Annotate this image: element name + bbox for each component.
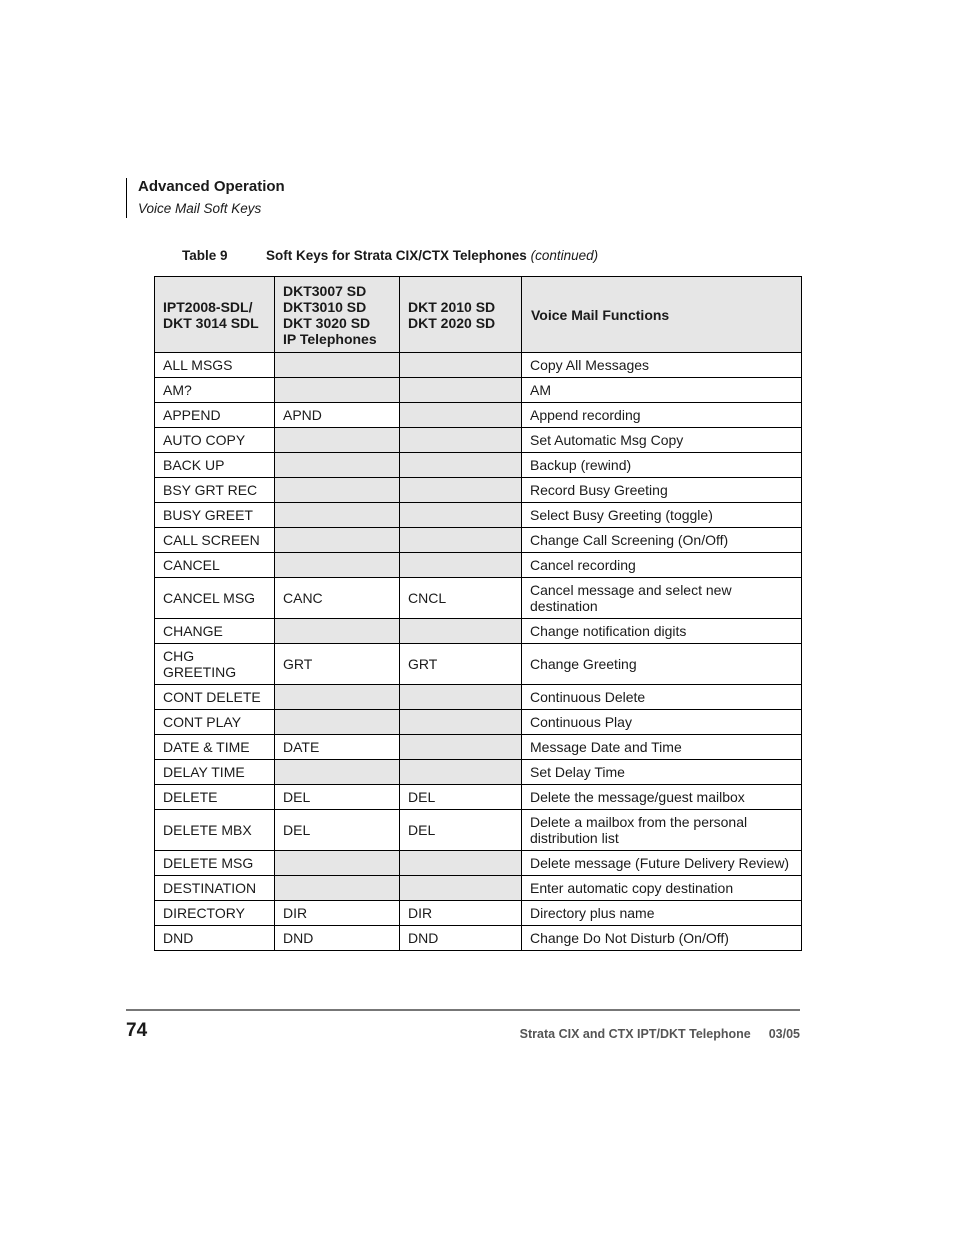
table-cell-c3: [400, 403, 522, 428]
table-cell-c4: Change Greeting: [522, 644, 802, 685]
table-cell-c1: CANCEL MSG: [155, 578, 275, 619]
table-cell-c4: Cancel message and select new destination: [522, 578, 802, 619]
table-cell-c2: [275, 553, 400, 578]
table-row: [155, 578, 802, 619]
table-cell-c4: Continuous Delete: [522, 685, 802, 710]
table-row: [155, 478, 802, 503]
table-cell-c3: DEL: [400, 810, 522, 851]
table-cell-c3: DEL: [400, 785, 522, 810]
table-body: [155, 353, 802, 951]
table-cell-c4: Message Date and Time: [522, 735, 802, 760]
table-row: [155, 810, 802, 851]
soft-keys-table: [154, 276, 802, 951]
table-continued: (continued): [530, 248, 599, 263]
header-rule: [126, 178, 127, 218]
table-cell-c2: [275, 453, 400, 478]
table-cell-c2: DEL: [275, 785, 400, 810]
table-cell-c3: [400, 353, 522, 378]
table-cell-c3: [400, 851, 522, 876]
table-cell-c2: [275, 710, 400, 735]
table-cell-c3: [400, 876, 522, 901]
table-cell-c2: [275, 876, 400, 901]
table-cell-c4: Backup (rewind): [522, 453, 802, 478]
header-ipt2008: IPT2008-SDL/ DKT 3014 SDL: [155, 277, 275, 353]
table-cell-c3: [400, 428, 522, 453]
table-cell-c1: DND: [155, 926, 275, 951]
table-cell-c1: DESTINATION: [155, 876, 275, 901]
table-row: [155, 785, 802, 810]
table-cell-c1: DELETE: [155, 785, 275, 810]
table-cell-c1: CONT PLAY: [155, 710, 275, 735]
table-cell-c4: Delete the message/guest mailbox: [522, 785, 802, 810]
table-row: [155, 503, 802, 528]
table-cell-c4: Select Busy Greeting (toggle): [522, 503, 802, 528]
table-cell-c2: [275, 685, 400, 710]
footer-rule: [126, 1009, 800, 1011]
table-cell-c1: AUTO COPY: [155, 428, 275, 453]
table-cell-c1: CHG GREETING: [155, 644, 275, 685]
table-cell-c4: Delete a mailbox from the personal distribution list: [522, 810, 802, 851]
table-cell-c1: CANCEL: [155, 553, 275, 578]
table-cell-c4: Continuous Play: [522, 710, 802, 735]
table-cell-c3: [400, 478, 522, 503]
table-cell-c2: CANC: [275, 578, 400, 619]
table-cell-c1: DELETE MSG: [155, 851, 275, 876]
table-cell-c3: [400, 453, 522, 478]
table-cell-c2: APND: [275, 403, 400, 428]
footer-doc-info: [520, 1027, 800, 1041]
table-row: [155, 553, 802, 578]
table-cell-c2: [275, 760, 400, 785]
table-cell-c2: DATE: [275, 735, 400, 760]
table-cell-c4: Append recording: [522, 403, 802, 428]
table-cell-c3: DND: [400, 926, 522, 951]
table-cell-c3: [400, 735, 522, 760]
table-cell-c2: [275, 378, 400, 403]
header-dkt2000: DKT 2010 SD DKT 2020 SD: [400, 277, 522, 353]
table-cell-c2: [275, 353, 400, 378]
table-cell-c2: GRT: [275, 644, 400, 685]
table-cell-c4: Directory plus name: [522, 901, 802, 926]
table-cell-c4: Delete message (Future Delivery Review): [522, 851, 802, 876]
table-cell-c4: AM: [522, 378, 802, 403]
table-row: [155, 901, 802, 926]
table-row: [155, 926, 802, 951]
table-row: [155, 453, 802, 478]
table-cell-c2: [275, 619, 400, 644]
table-cell-c3: DIR: [400, 901, 522, 926]
table-cell-c4: Copy All Messages: [522, 353, 802, 378]
table-row: [155, 685, 802, 710]
footer-doc-title: Strata CIX and CTX IPT/DKT Telephone: [519, 1027, 751, 1041]
table-row: [155, 644, 802, 685]
table-cell-c4: Change notification digits: [522, 619, 802, 644]
table-cell-c3: [400, 760, 522, 785]
table-cell-c1: CONT DELETE: [155, 685, 275, 710]
table-cell-c4: Set Automatic Msg Copy: [522, 428, 802, 453]
table-cell-c1: BSY GRT REC: [155, 478, 275, 503]
table-row: [155, 619, 802, 644]
table-cell-c4: Record Busy Greeting: [522, 478, 802, 503]
table-title: Soft Keys for Strata CIX/CTX Telephones: [266, 248, 527, 263]
table-cell-c4: Change Call Screening (On/Off): [522, 528, 802, 553]
table-cell-c4: Enter automatic copy destination: [522, 876, 802, 901]
table-cell-c3: [400, 685, 522, 710]
table-cell-c3: [400, 528, 522, 553]
table-cell-c1: BUSY GREET: [155, 503, 275, 528]
table-row: [155, 403, 802, 428]
table-cell-c1: DELETE MBX: [155, 810, 275, 851]
table-cell-c2: [275, 503, 400, 528]
table-row: [155, 760, 802, 785]
header-voice-mail-functions: Voice Mail Functions: [522, 277, 802, 353]
page-number: 74: [126, 1020, 148, 1041]
footer-date: 03/05: [768, 1027, 800, 1041]
table-cell-c1: APPEND: [155, 403, 275, 428]
table-cell-c2: [275, 851, 400, 876]
table-row: [155, 735, 802, 760]
table-row: [155, 353, 802, 378]
table-header-row: [155, 277, 802, 353]
table-caption: [182, 248, 598, 263]
table-cell-c3: [400, 553, 522, 578]
table-cell-c3: CNCL: [400, 578, 522, 619]
section-title: Advanced Operation: [138, 178, 285, 195]
table-cell-c1: AM?: [155, 378, 275, 403]
table-row: [155, 378, 802, 403]
table-cell-c2: [275, 428, 400, 453]
section-subtitle: Voice Mail Soft Keys: [138, 201, 262, 216]
table-cell-c4: Cancel recording: [522, 553, 802, 578]
table-row: [155, 428, 802, 453]
table-cell-c3: [400, 378, 522, 403]
table-cell-c2: DIR: [275, 901, 400, 926]
table-cell-c1: CHANGE: [155, 619, 275, 644]
table-cell-c3: [400, 619, 522, 644]
table-cell-c2: [275, 478, 400, 503]
table-cell-c2: DND: [275, 926, 400, 951]
table-cell-c1: DIRECTORY: [155, 901, 275, 926]
table-row: [155, 851, 802, 876]
table-row: [155, 876, 802, 901]
table-row: [155, 710, 802, 735]
header-dkt3000: DKT3007 SD DKT3010 SD DKT 3020 SD IP Telephones: [275, 277, 400, 353]
table-cell-c3: [400, 710, 522, 735]
table-number: Table 9: [182, 248, 228, 263]
table-cell-c4: Change Do Not Disturb (On/Off): [522, 926, 802, 951]
table-cell-c1: CALL SCREEN: [155, 528, 275, 553]
table-cell-c3: [400, 503, 522, 528]
table-cell-c4: Set Delay Time: [522, 760, 802, 785]
table-cell-c1: DATE & TIME: [155, 735, 275, 760]
table-cell-c2: [275, 528, 400, 553]
table-cell-c1: BACK UP: [155, 453, 275, 478]
table-row: [155, 528, 802, 553]
table-cell-c1: ALL MSGS: [155, 353, 275, 378]
table-cell-c2: DEL: [275, 810, 400, 851]
table-cell-c1: DELAY TIME: [155, 760, 275, 785]
table-cell-c3: GRT: [400, 644, 522, 685]
